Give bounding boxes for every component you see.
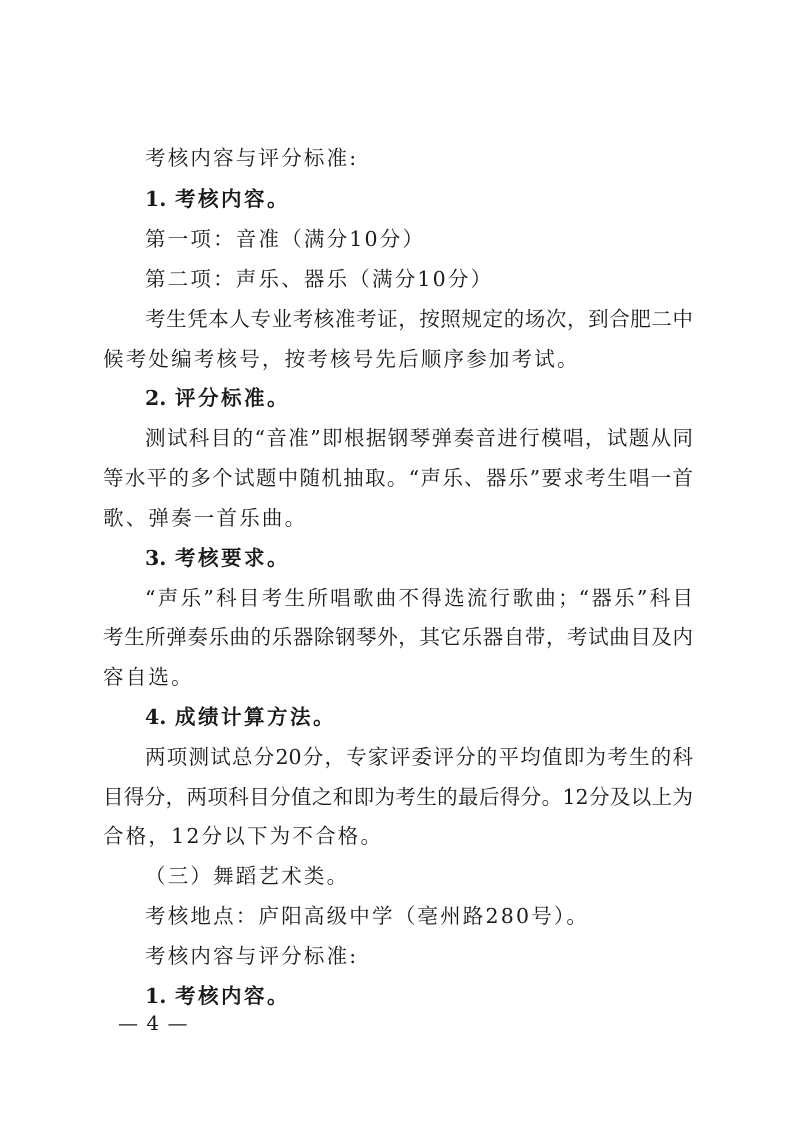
item-one-line: 第一项：音准（满分10分） — [145, 227, 426, 251]
page-number: — 4 — — [118, 1011, 189, 1035]
paragraph-line: “声乐”科目考生所唱歌曲不得选流行歌曲；“器乐”科目 — [145, 586, 693, 610]
section-heading-content — [145, 189, 693, 210]
paragraph-line: 等水平的多个试题中随机抽取。“声乐、器乐”要求考生唱一首 — [103, 466, 693, 490]
heading-text: 成绩计算方法。 — [175, 705, 336, 729]
paragraph-line: 目得分，两项科目分值之和即为考生的最后得分。12分及以上为 — [103, 785, 693, 809]
assessment-intro-line: 考核内容与评分标准: — [145, 944, 359, 968]
paragraph-line: 容自选。 — [103, 665, 194, 689]
paragraph-line: 考生所弹奏乐曲的乐器除钢琴外，其它乐器自带，考试曲目及内 — [103, 625, 693, 649]
heading-number: 1. — [145, 187, 167, 211]
paragraph-line: 歌、弹奏一首乐曲。 — [103, 506, 308, 530]
paragraph-line: 合格，12分以下为不合格。 — [103, 824, 384, 848]
paragraph-line: 两项测试总分20分，专家评委评分的平均值即为考生的科 — [145, 745, 693, 769]
heading-number: 4. — [145, 705, 167, 729]
paragraph-line: 考生凭本人专业考核准考证，按照规定的场次，到合肥二中 — [145, 307, 693, 331]
section-heading-calculation — [145, 707, 693, 728]
heading-text: 考核内容。 — [175, 984, 290, 1008]
heading-number: 3. — [145, 546, 167, 570]
section-heading-content — [145, 986, 693, 1007]
heading-text: 考核内容。 — [175, 187, 290, 211]
dance-section-title: （三）舞蹈艺术类。 — [145, 864, 350, 888]
heading-text: 评分标准。 — [175, 386, 290, 410]
paragraph-line: 测试科目的“音准”即根据钢琴弹奏音进行模唱，试题从同 — [145, 426, 693, 450]
heading-number: 1. — [145, 984, 167, 1008]
heading-number: 2. — [145, 386, 167, 410]
section-heading-scoring — [145, 388, 693, 409]
heading-text: 考核要求。 — [175, 546, 290, 570]
paragraph-line: 候考处编考核号，按考核号先后顺序参加考试。 — [103, 347, 580, 371]
section-heading-requirements — [145, 548, 693, 569]
assessment-intro-line: 考核内容与评分标准: — [145, 146, 359, 170]
assessment-location-line: 考核地点：庐阳高级中学（亳州路280号）。 — [145, 904, 590, 928]
item-two-line: 第二项：声乐、器乐（满分10分） — [145, 267, 494, 291]
